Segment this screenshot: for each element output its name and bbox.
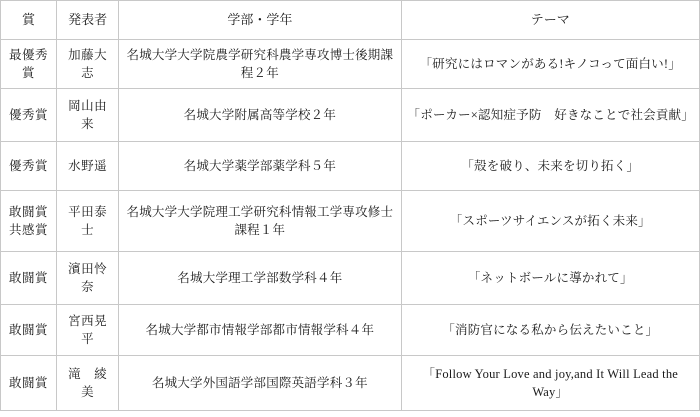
column-header-theme: テーマ [401, 1, 699, 40]
cell-department: 名城大学外国語学部国際英語学科３年 [119, 356, 401, 411]
table-header-row [1, 1, 700, 40]
cell-department: 名城大学大学院農学研究科農学専攻博士後期課程２年 [119, 40, 401, 89]
cell-theme: 「殻を破り、未来を切り拓く」 [401, 142, 699, 191]
table-row [1, 89, 700, 142]
table-header [1, 1, 700, 40]
cell-department: 名城大学附属高等学校２年 [119, 89, 401, 142]
cell-theme: 「スポーツサイエンスが拓く未来」 [401, 191, 699, 252]
cell-theme: 「研究にはロマンがある!キノコって面白い!」 [401, 40, 699, 89]
table-body [1, 40, 700, 411]
cell-speaker: 岡山由来 [57, 89, 119, 142]
cell-speaker: 滝 綾美 [57, 356, 119, 411]
column-header-award: 賞 [1, 1, 57, 40]
table-row [1, 191, 700, 252]
cell-award: 敢闘賞 [1, 356, 57, 411]
table-row [1, 356, 700, 411]
cell-speaker: 濱田怜奈 [57, 252, 119, 305]
cell-department: 名城大学都市情報学部都市情報学科４年 [119, 305, 401, 356]
table-row [1, 305, 700, 356]
cell-award: 最優秀賞 [1, 40, 57, 89]
cell-department: 名城大学薬学部薬学科５年 [119, 142, 401, 191]
cell-department: 名城大学大学院理工学研究科情報工学専攻修士課程１年 [119, 191, 401, 252]
column-header-speaker: 発表者 [57, 1, 119, 40]
cell-award: 優秀賞 [1, 89, 57, 142]
cell-theme: 「ネットボールに導かれて」 [401, 252, 699, 305]
cell-theme: 「ポーカー×認知症予防 好きなことで社会貢献」 [401, 89, 699, 142]
cell-award: 敢闘賞 [1, 305, 57, 356]
cell-award: 敢闘賞 [1, 252, 57, 305]
table-row [1, 142, 700, 191]
cell-department: 名城大学理工学部数学科４年 [119, 252, 401, 305]
column-header-department: 学部・学年 [119, 1, 401, 40]
cell-theme: 「Follow Your Love and joy,and It Will Lead the Way」 [401, 356, 699, 411]
cell-award: 優秀賞 [1, 142, 57, 191]
cell-speaker: 水野遥 [57, 142, 119, 191]
cell-speaker: 平田泰士 [57, 191, 119, 252]
table-row [1, 252, 700, 305]
cell-theme: 「消防官になる私から伝えたいこと」 [401, 305, 699, 356]
cell-award: 敢闘賞共感賞 [1, 191, 57, 252]
cell-speaker: 宮西晃平 [57, 305, 119, 356]
cell-speaker: 加藤大志 [57, 40, 119, 89]
table-row [1, 40, 700, 89]
